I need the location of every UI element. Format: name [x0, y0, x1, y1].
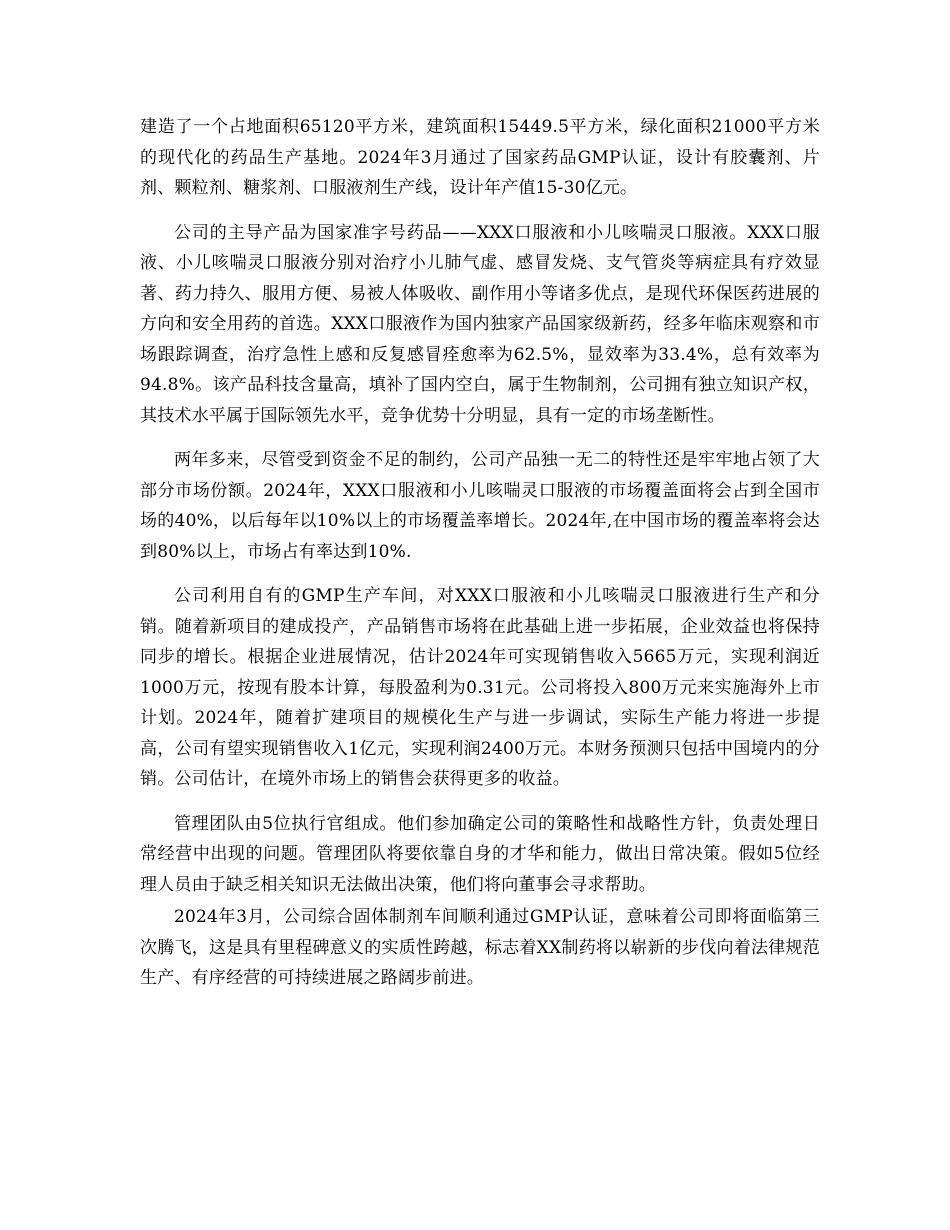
- paragraph-2: 公司的主导产品为国家准字号药品——XXX口服液和小儿咳喘灵口服液。XXX口服液、小儿咳喘灵口服液分别对治疗小儿肺气虚、感冒发烧、支气管炎等病症具有疗效显著、药力持久、服用方便、易被人体吸收、副作用小等诸多优点，是现代环保医药进展的方向和安全用药的首选。XXX口服液作为国内独家产品国家级新药，经多年临床观察和市场跟踪调查，治疗急性上感和反复感冒痊愈率为62.5%，显效率为33.4%，总有效率为94.8%。该产品科技含量高，填补了国内空白，属于生物制剂，公司拥有独立知识产权，其技术水平属于国际领先水平，竞争优势十分明显，具有一定的市场垄断性。: [140, 222, 820, 426]
- paragraph-3: 两年多来，尽管受到资金不足的制约，公司产品独一无二的特性还是牢牢地占领了大部分市场份额。2024年，XXX口服液和小儿咳喘灵口服液的市场覆盖面将会占到全国市场的40%，以后每年以10%以上的市场覆盖率增长。2024年,在中国市场的覆盖率将会达到80%以上，市场占有率达到10%.: [140, 450, 820, 562]
- paragraph-5: 管理团队由5位执行官组成。他们参加确定公司的策略性和战略性方针，负责处理日常经营中出现的问题。管理团队将要依靠自身的才华和能力，做出日常决策。假如5位经理人员由于缺乏相关知识无法做出决策，他们将向董事会寻求帮助。: [140, 813, 820, 895]
- paragraph-6: 2024年3月，公司综合固体制剂车间顺利通过GMP认证，意味着公司即将面临第三次腾飞，这是具有里程碑意义的实质性跨越，标志着XX制药将以崭新的步伐向着法律规范生产、有序经营的可持续进展之路阔步前进。: [140, 907, 820, 988]
- paragraph-4: 公司利用自有的GMP生产车间，对XXX口服液和小儿咳喘灵口服液进行生产和分销。随着新项目的建成投产，产品销售市场将在此基础上进一步拓展，企业效益也将保持同步的增长。根据企业进展情况，估计2024年可实现销售收入5665万元，实现利润近1000万元，按现有股本计算，每股盈利为0.31元。公司将投入800万元来实施海外上市计划。2024年，随着扩建项目的规模化生产与进一步调试，实际生产能力将进一步提高，公司有望实现销售收入1亿元，实现利润2400万元。本财务预测只包括中国境内的分销。公司估计，在境外市场上的销售会获得更多的收益。: [140, 586, 820, 789]
- document-page: [140, 112, 820, 994]
- paragraph-1: 建造了一个占地面积65120平方米，建筑面积15449.5平方米，绿化面积21000平方米的现代化的药品生产基地。2024年3月通过了国家药品GMP认证，设计有胶囊剂、片剂、颗粒剂、糖浆剂、口服液剂生产线，设计年产值15-30亿元。: [140, 117, 820, 198]
